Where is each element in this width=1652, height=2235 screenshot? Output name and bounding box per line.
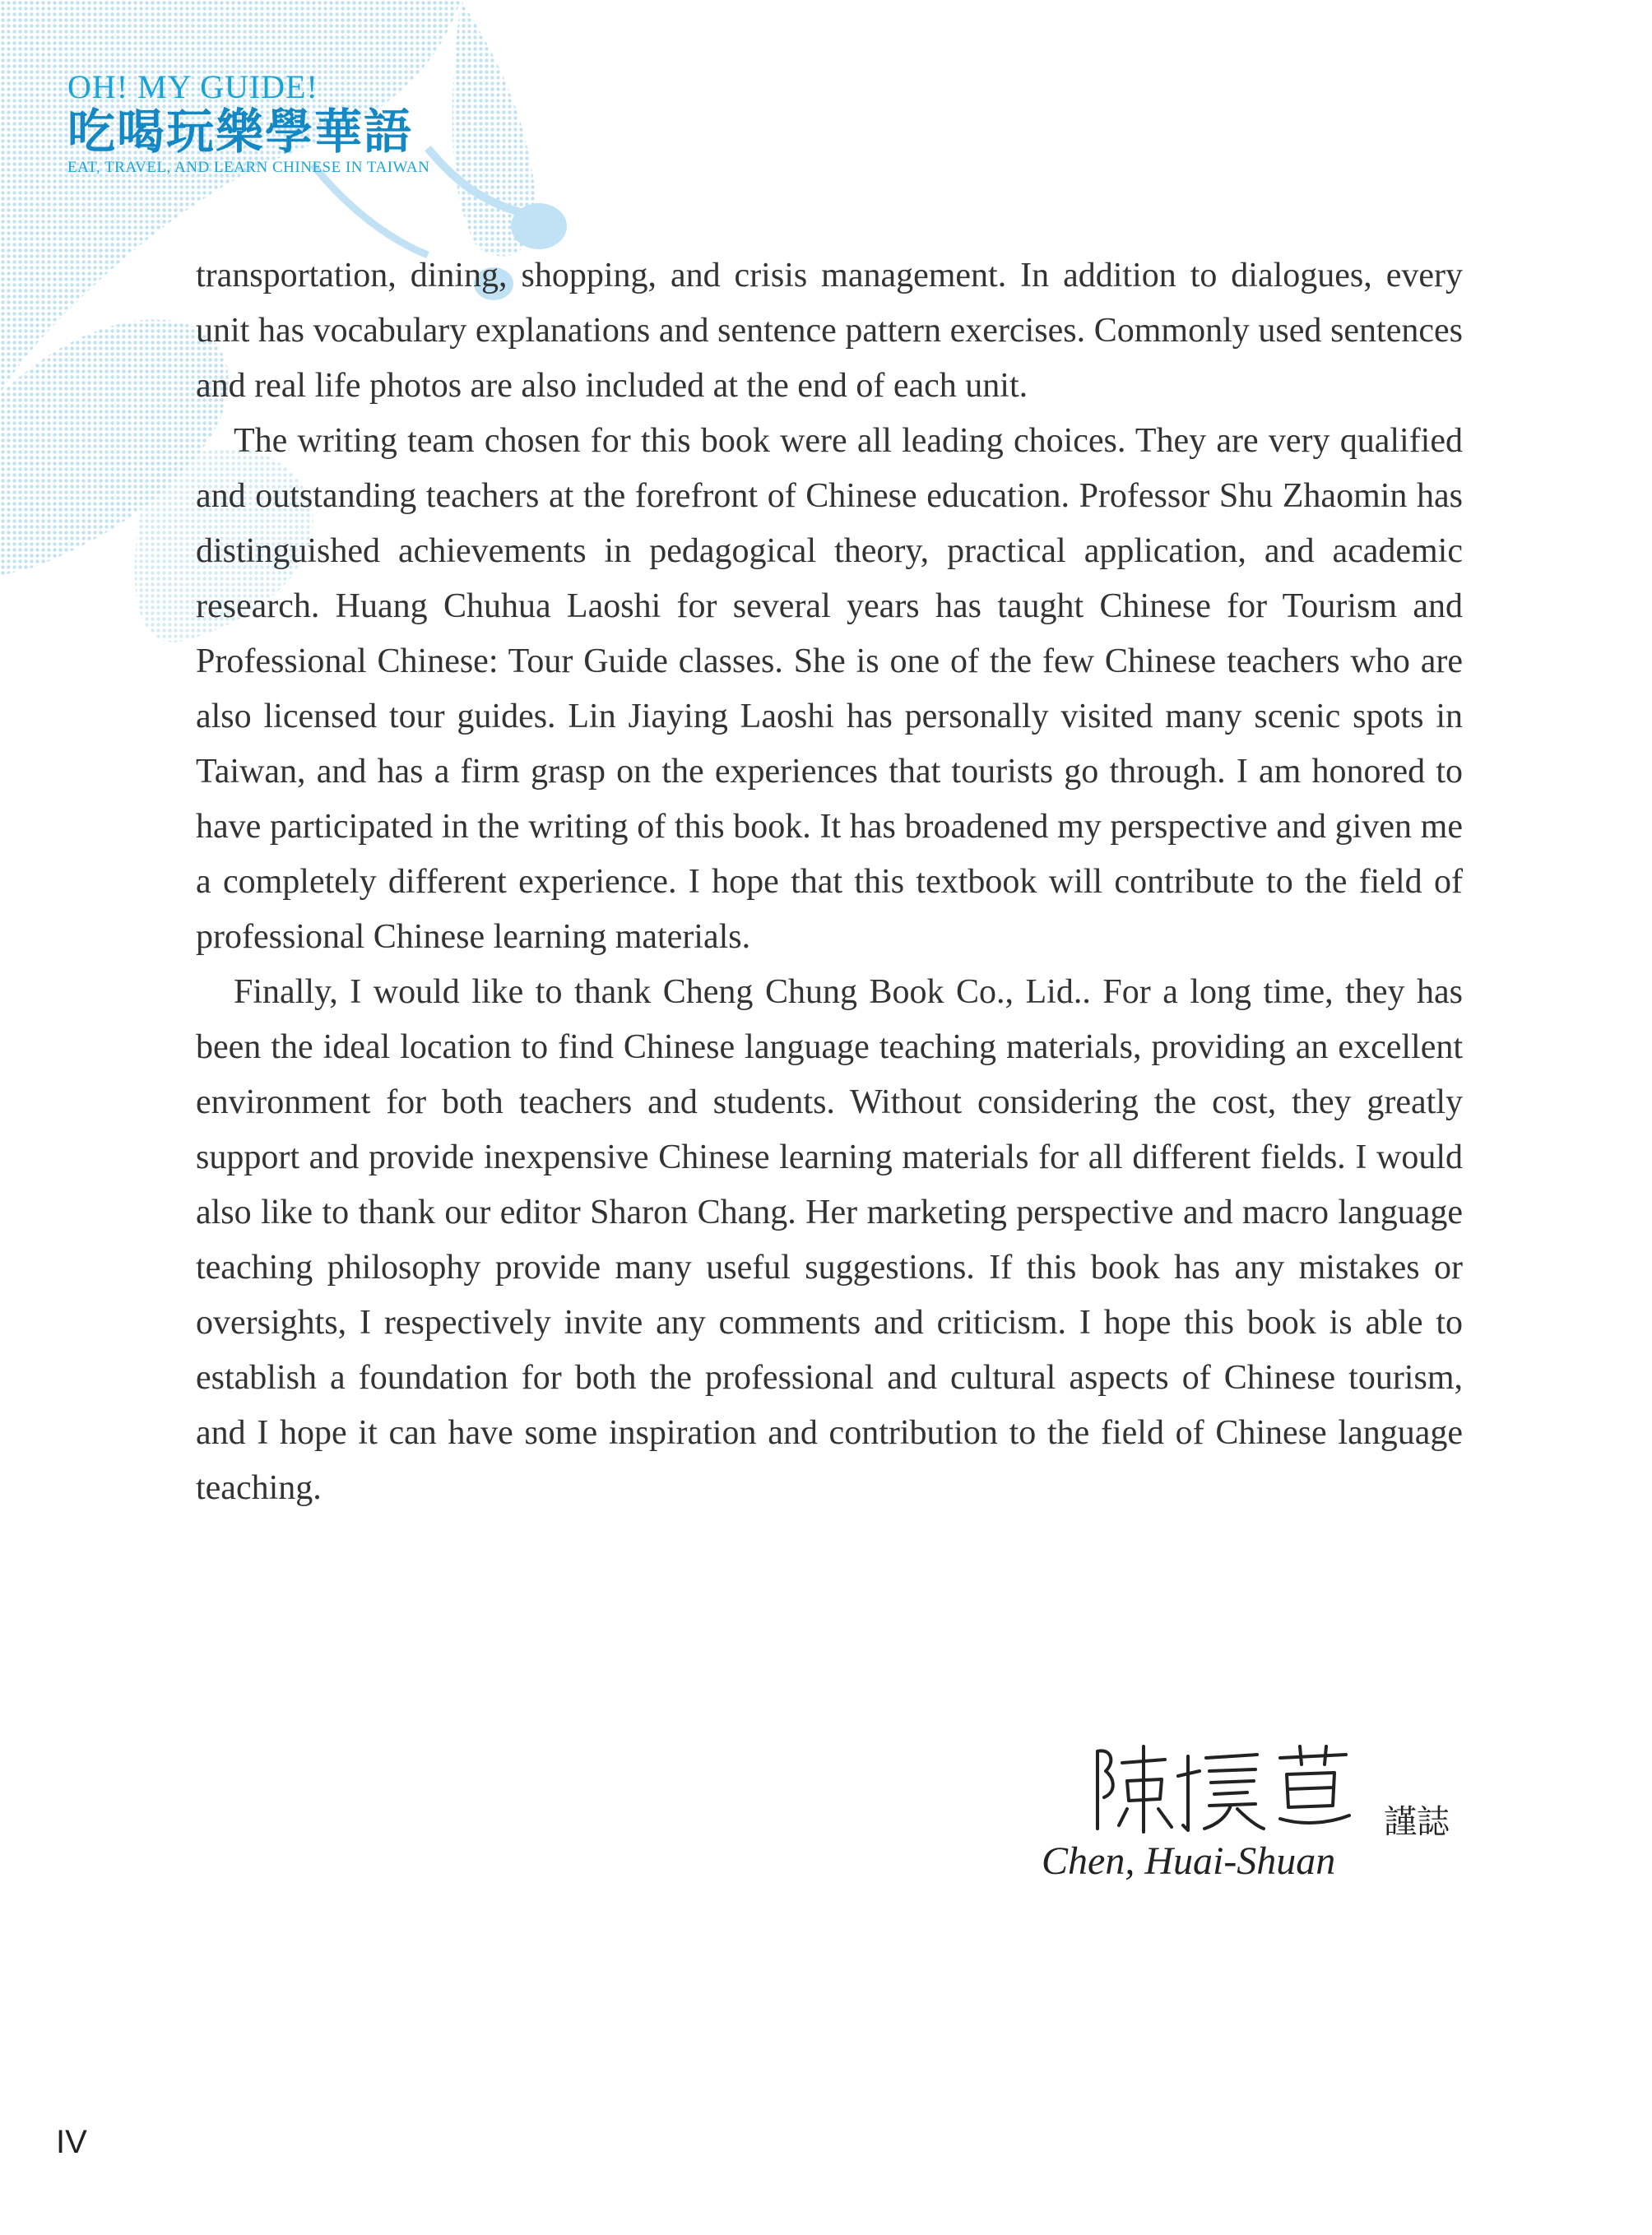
- logo-subtitle: EAT, TRAVEL, AND LEARN CHINESE IN TAIWAN: [67, 159, 430, 176]
- book-logo: [67, 69, 429, 178]
- signature-block: [1028, 1740, 1473, 1904]
- page-number: IV: [56, 2124, 87, 2160]
- preface-body: [196, 248, 1463, 1516]
- logo-chinese-title: 吃喝玩樂學華語: [67, 104, 414, 160]
- paragraph-3: Finally, I would like to thank Cheng Chung Book Co., Lid.. For a long time, they has been the ideal location to find Chinese language teaching materials, providing an excellent environment for both teachers and students. Without considering the cost, they greatly support and provide inexpensive Chinese learning materials for all different fields. I would also like to thank our editor Sharon Chang. Her marketing perspective and macro language teaching philosophy provide many useful suggestions. If this book has any mistakes or oversights, I respectively invite any comments and criticism. I hope this book is able to establish a foundation for both the professional and cultural aspects of Chinese tourism, and I hope it can have some inspiration and contribution to the field of Chinese language teaching.: [196, 973, 1463, 1507]
- handwritten-signature: [1086, 1740, 1357, 1839]
- logo-series-title: OH! MY GUIDE!: [67, 68, 318, 105]
- paragraph-1: transportation, dining, shopping, and crisis management. In addition to dialogues, every unit has vocabulary explanations and sentence pattern exercises. Commonly used sentences and real life photos are also included at the end of each unit.: [196, 257, 1463, 405]
- signature-note: 謹誌: [1384, 1803, 1450, 1841]
- paragraph-2: The writing team chosen for this book were all leading choices. They are very qualified and outstanding teachers at the forefront of Chinese education. Professor Shu Zhaomin has distinguished achievements in pedagogical theory, practical application, and academic research. Huang Chuhua Laoshi for several years has taught Chinese for Tourism and Professional Chinese: Tour Guide classes. She is one of the few Chinese teachers who are also licensed tour guides. Lin Jiaying Laoshi has personally visited many scenic spots in Taiwan, and has a firm grasp on the experiences that tourists go through. I am honored to have participated in the writing of this book. It has broadened my perspective and given me a completely different experience. I hope that this textbook will contribute to the field of professional Chinese learning materials.: [196, 422, 1463, 956]
- author-name: Chen, Huai-Shuan: [1042, 1839, 1336, 1883]
